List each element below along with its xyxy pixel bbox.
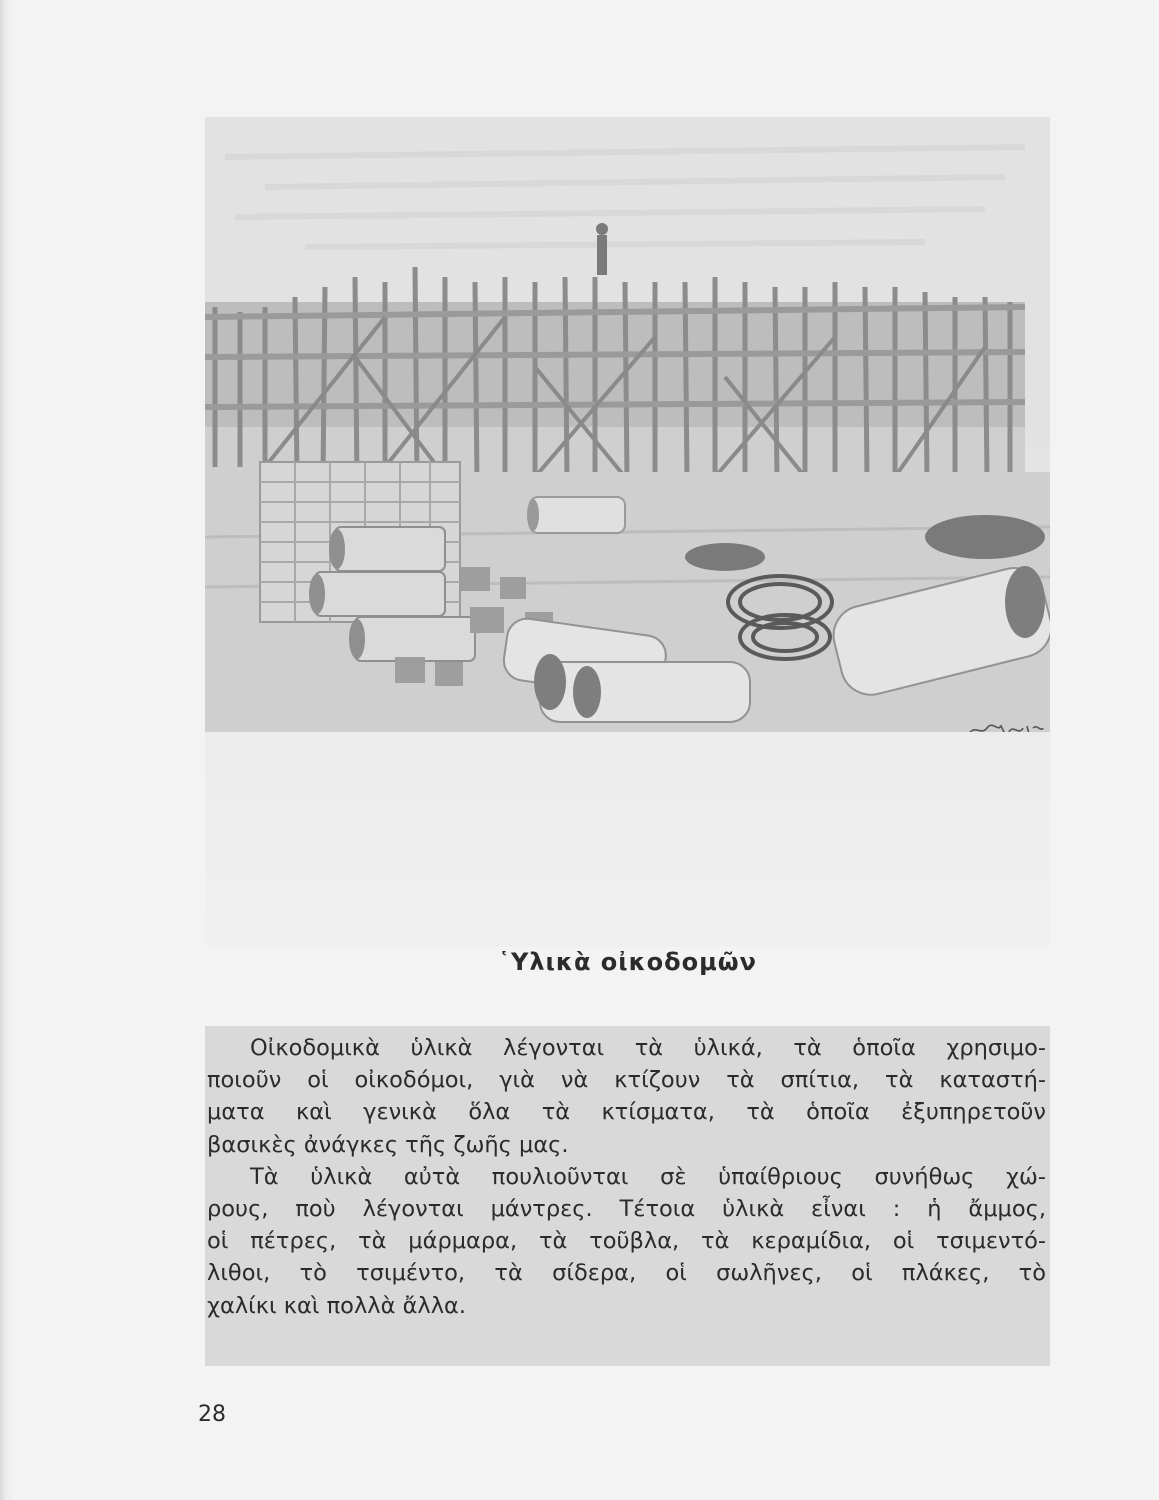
text-line: λιθοι, τὸ τσιμέντο, τὰ σίδερα, οἱ σωλῆνες, οἱ πλάκες, τὸ bbox=[207, 1260, 1046, 1287]
text-line: οἱ πέτρες, τὰ μάρμαρα, τὰ τοῦβλα, τὰ κεραμίδια, οἱ τσιμεντό- bbox=[207, 1228, 1046, 1255]
construction-site-illustration-icon bbox=[205, 117, 1050, 732]
text-line: ρους, ποὺ λέγονται μάντρες. Τέτοια ὑλικὰ εἶναι : ἡ ἄμμος, bbox=[207, 1196, 1046, 1223]
paragraph-2 bbox=[207, 1161, 1046, 1322]
paragraph-1 bbox=[207, 1032, 1046, 1161]
construction-site-illustration bbox=[205, 117, 1050, 732]
text-line: χαλίκι καὶ πολλὰ ἄλλα. bbox=[207, 1292, 467, 1319]
body-text bbox=[207, 1032, 1046, 1322]
page-heading: ῾Υλικὰ οἰκοδομῶν bbox=[497, 948, 758, 976]
text-line: Τὰ ὑλικὰ αὐτὰ πουλιοῦνται σὲ ὑπαίθριους συνήθως χώ- bbox=[250, 1163, 1046, 1190]
page-number: 28 bbox=[198, 1402, 226, 1427]
page-edge bbox=[0, 0, 14, 1500]
text-line: Οἰκοδομικὰ ὑλικὰ λέγονται τὰ ὑλικά, τὰ ὁποῖα χρησιμο- bbox=[250, 1035, 1046, 1061]
text-box bbox=[205, 1026, 1050, 1366]
text-line: ποιοῦν οἱ οἰκοδόμοι, γιὰ νὰ κτίζουν τὰ σπίτια, τὰ καταστή- bbox=[207, 1067, 1046, 1094]
illustration-bleed-area bbox=[205, 732, 1050, 947]
text-line: ματα καὶ γενικὰ ὅλα τὰ κτίσματα, τὰ ὁποῖα ἐξυπηρετοῦν bbox=[207, 1099, 1046, 1126]
text-line: βασικὲς ἀνάγκες τῆς ζωῆς μας. bbox=[207, 1131, 569, 1158]
